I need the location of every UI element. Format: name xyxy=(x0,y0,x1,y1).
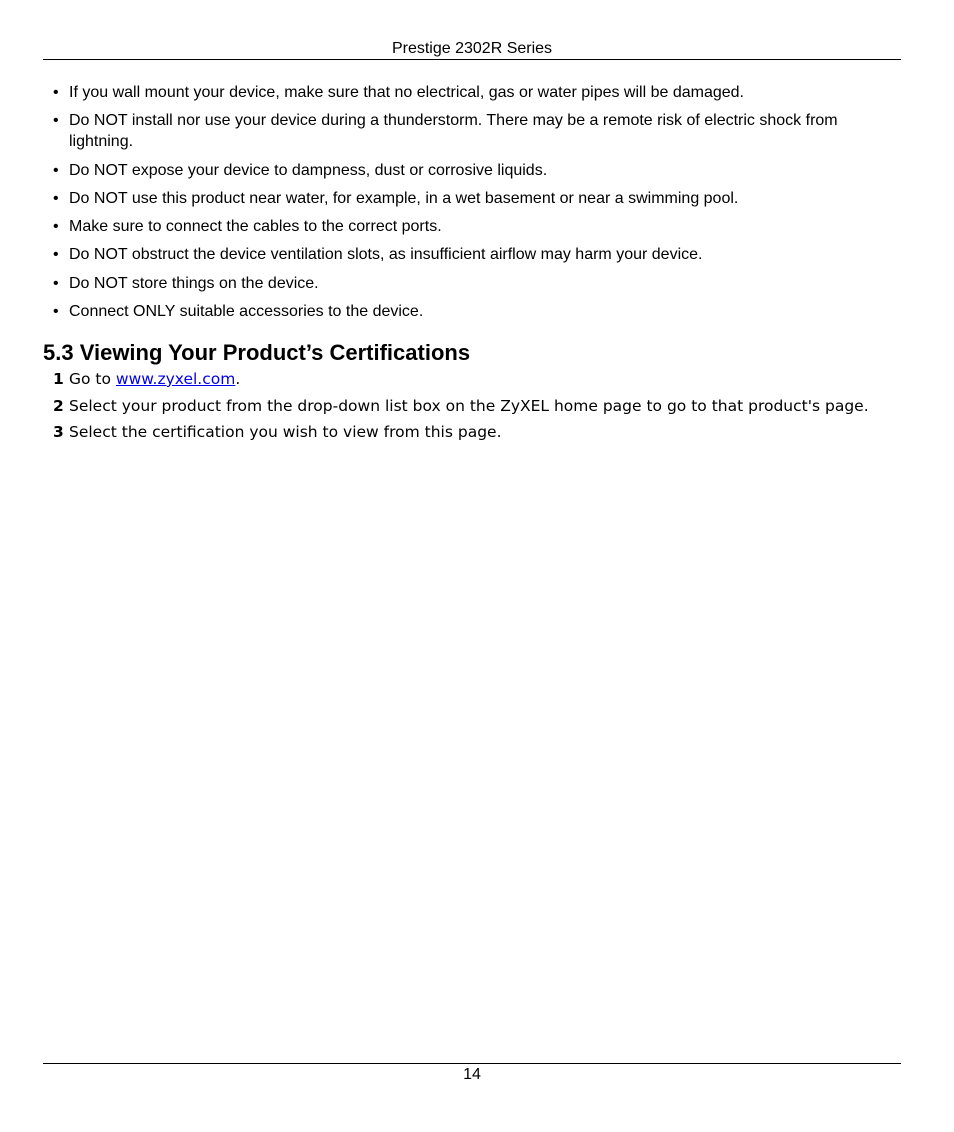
bullet-icon: • xyxy=(53,84,59,101)
step-item xyxy=(53,396,901,416)
bullet-icon: • xyxy=(53,274,59,292)
step-number: 2 xyxy=(53,396,64,415)
bullet-icon: • xyxy=(53,161,59,179)
bullet-icon: • xyxy=(53,189,59,207)
list-item xyxy=(53,160,901,181)
list-item xyxy=(53,188,901,209)
step-item xyxy=(53,369,901,389)
header-divider xyxy=(43,59,901,60)
bullet-icon: • xyxy=(53,218,59,236)
step-text: Select your product from the drop-down list box on the ZyXEL home page to go to that product's page. xyxy=(69,396,869,415)
step-text: Select the certification you wish to view from this page. xyxy=(69,423,502,441)
bullet-icon: • xyxy=(53,112,59,130)
step-prefix: Go to xyxy=(69,370,116,388)
list-item xyxy=(53,301,901,322)
step-suffix: . xyxy=(235,370,241,388)
step-number: 3 xyxy=(53,423,64,441)
list-item-text: If you wall mount your device, make sure that no electrical, gas or water pipes will be damaged. xyxy=(69,84,744,101)
list-item-text: Do NOT obstruct the device ventilation slots, as insufficient airflow may harm your device. xyxy=(69,246,703,264)
bullet-icon: • xyxy=(53,246,59,264)
step-number: 1 xyxy=(53,370,64,388)
list-item-text: Do NOT install nor use your device during a thunderstorm. There may be a remote risk of electric shock from lightning. xyxy=(69,112,838,151)
list-item-text: Do NOT expose your device to dampness, dust or corrosive liquids. xyxy=(69,161,548,179)
list-item-text: Make sure to connect the cables to the correct ports. xyxy=(69,218,442,236)
list-item xyxy=(53,216,901,237)
list-item xyxy=(53,82,901,103)
list-item-text: Do NOT use this product near water, for example, in a wet basement or near a swimming pool. xyxy=(69,189,739,207)
safety-warnings-list xyxy=(53,82,901,329)
list-item xyxy=(53,110,901,152)
list-item-text: Connect ONLY suitable accessories to the device. xyxy=(69,303,424,321)
list-item xyxy=(53,273,901,294)
zyxel-website-link[interactable]: www.zyxel.com xyxy=(115,370,236,388)
running-header: Prestige 2302R Series xyxy=(391,40,553,57)
page-number: 14 xyxy=(463,1066,481,1083)
footer-divider xyxy=(43,1063,901,1064)
list-item-text: Do NOT store things on the device. xyxy=(69,274,319,292)
bullet-icon: • xyxy=(53,303,59,321)
section-heading: 5.3 Viewing Your Product’s Certifications xyxy=(43,340,471,365)
list-item xyxy=(53,244,901,265)
steps-list xyxy=(53,369,901,449)
step-item xyxy=(53,422,901,442)
